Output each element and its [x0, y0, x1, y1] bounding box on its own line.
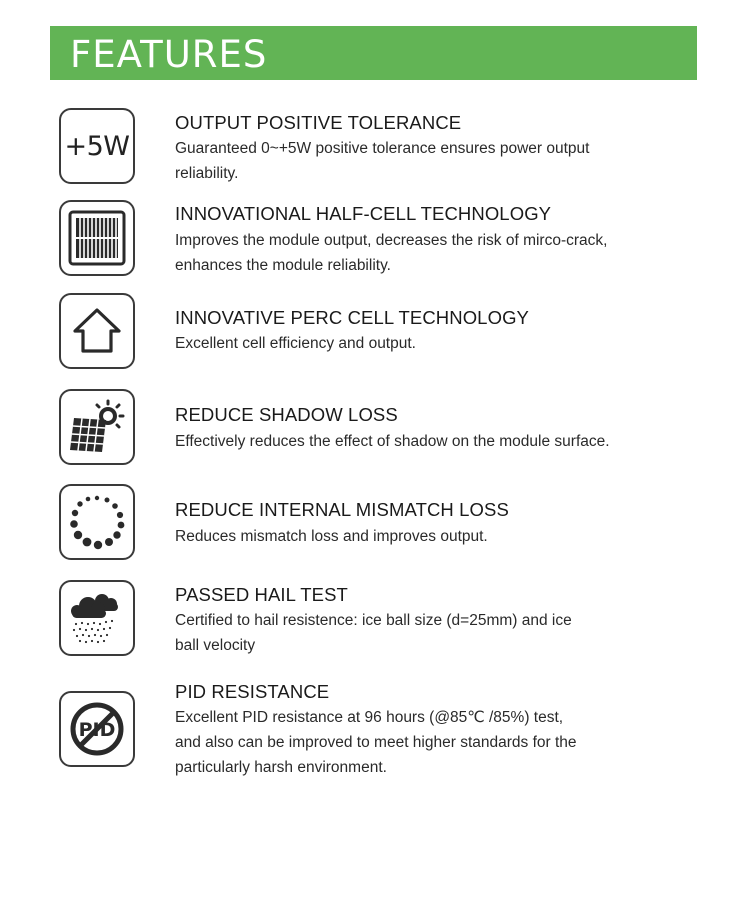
feature-description	[175, 608, 695, 658]
plus-5w-icon	[59, 108, 135, 184]
feature-description	[175, 429, 695, 454]
hail-cloud-icon	[59, 580, 135, 656]
feature-title: PASSED HAIL TEST	[175, 584, 348, 605]
feature-title: INNOVATIVE PERC CELL TECHNOLOGY	[175, 307, 529, 328]
plus-5w-icon-label: +5W	[64, 130, 130, 162]
feature-description-line: Excellent cell efficiency and output.	[175, 335, 416, 352]
feature-description-line: Improves the module output, decreases the risk of mirco-crack,	[175, 232, 608, 249]
feature-description	[175, 524, 695, 549]
feature-title: OUTPUT POSITIVE TOLERANCE	[175, 112, 462, 133]
feature-description	[175, 705, 695, 780]
panel-sun-icon	[59, 389, 135, 465]
feature-description	[175, 331, 695, 356]
dots-circle-icon	[59, 484, 135, 560]
feature-description-line: Effectively reduces the effect of shadow on the module surface.	[175, 433, 610, 450]
no-pid-icon	[59, 691, 135, 767]
feature-description-line: Guaranteed 0~+5W positive tolerance ensures power output	[175, 140, 590, 157]
feature-description-line: enhances the module reliability.	[175, 257, 391, 274]
feature-description-line: Reduces mismatch loss and improves output.	[175, 528, 488, 545]
feature-description-line: Excellent PID resistance at 96 hours (@85℃ /85%) test,	[175, 709, 564, 726]
feature-description-line: Certified to hail resistence: ice ball size (d=25mm) and ice	[175, 612, 572, 629]
no-pid-icon-label: PID	[78, 719, 116, 741]
feature-description-line: and also can be improved to meet higher standards for the	[175, 734, 577, 751]
half-cell-panel-icon	[59, 200, 135, 276]
feature-description	[175, 228, 695, 278]
feature-title: REDUCE SHADOW LOSS	[175, 404, 398, 425]
features-banner	[50, 26, 697, 80]
house-arrow-icon	[59, 293, 135, 369]
page-title: FEATURES	[70, 33, 268, 76]
feature-title: REDUCE INTERNAL MISMATCH LOSS	[175, 499, 509, 520]
feature-description-line: particularly harsh environment.	[175, 759, 387, 776]
feature-description-line: ball velocity	[175, 637, 256, 654]
feature-title: PID RESISTANCE	[175, 681, 330, 702]
feature-description	[175, 136, 695, 186]
feature-description-line: reliability.	[175, 165, 239, 182]
feature-title: INNOVATIONAL HALF-CELL TECHNOLOGY	[175, 203, 552, 224]
